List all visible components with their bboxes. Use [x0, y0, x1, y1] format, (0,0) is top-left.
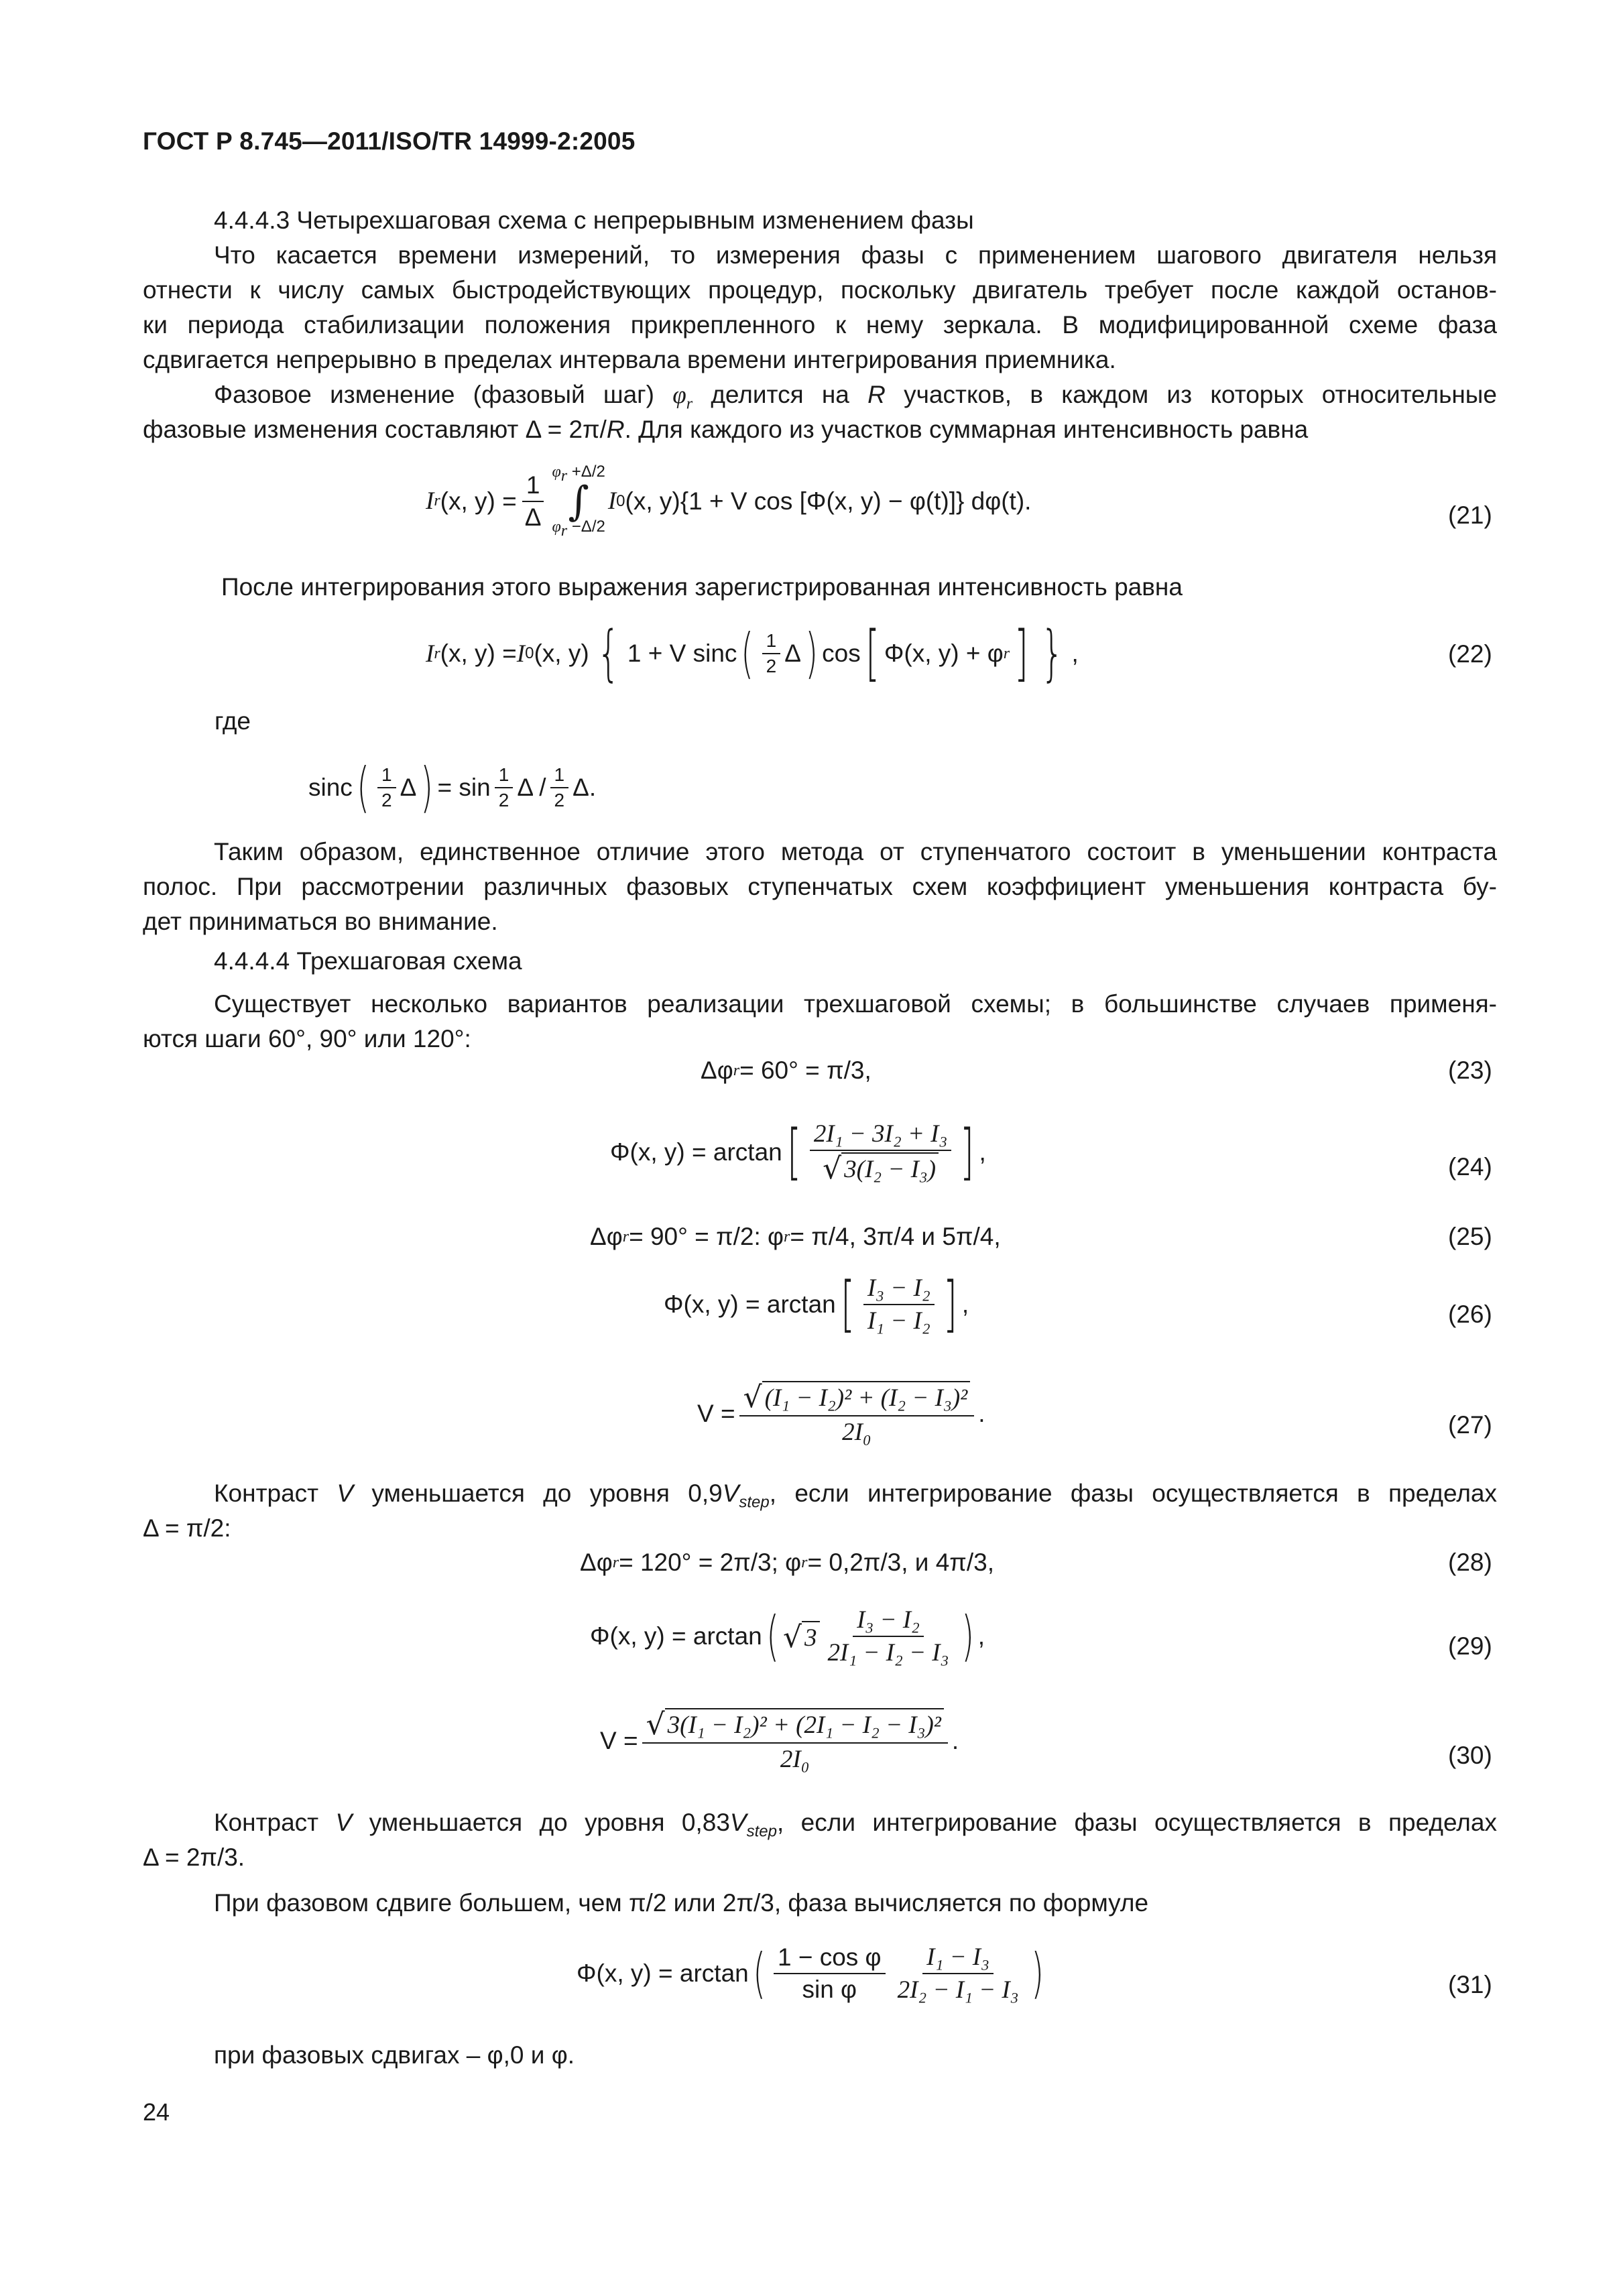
equation-number: (29) — [1448, 1632, 1492, 1660]
paragraph-last: при фазовых сдвигах – φ,0 и φ. — [214, 2041, 575, 2069]
paragraph-contrast-2-end: Δ = 2π/3. — [143, 1844, 245, 1871]
equation-26: Φ(x, y) = arctan [ $\frac{\text{I₃ − I₂}}{\text{I₁ − I₂}}$ ] , — [664, 1269, 969, 1339]
equation-number: (24) — [1448, 1153, 1492, 1181]
equation-number: (26) — [1448, 1301, 1492, 1328]
paragraph-contrast-1: Контраст V уменьшается до уровня $0,9V_{step}$, если интегрирование фазы осуществляется в пределах — [214, 1479, 1497, 1512]
equation-number: (30) — [1448, 1742, 1492, 1769]
equation-number: (22) — [1448, 640, 1492, 668]
equation-27: V = √ (I₁ − I₂)² + (I₂ − I₃)² 2I₀ . — [697, 1380, 985, 1446]
paragraph-line: ки периода стабилизации положения прикрепленного к нему зеркала. В модифицированной схеме фаза — [143, 311, 1497, 339]
equation-sinc-definition: sinc ( $\frac{1}{2}$ Δ ) = sin $\frac{1}{2}$ Δ / $\frac{1}{2}$ Δ. — [308, 756, 597, 819]
paragraph-contrast-2: Контраст V уменьшается до уровня $0,83V_{step}$, если интегрирование фазы осуществляется в пределах — [214, 1809, 1497, 1841]
equation-24: Φ(x, y) = arctan [ 2I₁ − 3I₂ + I₃ √ 3(I₂ − I₃) ] , — [610, 1117, 986, 1187]
equation-25: Δφ r = 90° = π/2: φ r = π/4, 3π/4 и 5π/4, — [590, 1223, 1001, 1250]
equation-number: (31) — [1448, 1971, 1492, 1998]
paragraph-line: полос. При рассмотрении различных фазовых ступенчатых схем коэффициент уменьшения контраста бу- — [143, 873, 1497, 900]
equation-29: Φ(x, y) = arctan ( √ 3 $\frac{\text{I₃ − I₂}}{\text{2I₁ − I₂ − I₃}}$ ) , — [590, 1605, 985, 1667]
section-heading-4444: 4.4.4.4 Трехшаговая схема — [214, 947, 522, 975]
equation-number: (21) — [1448, 501, 1492, 529]
paragraph-line: Таким образом, единственное отличие этого метода от ступенчатого состоит в уменьшении контраста — [214, 838, 1497, 865]
equation-number: (23) — [1448, 1056, 1492, 1084]
equation-30: V = √ 3(I₁ − I₂)² + (2I₁ − I₂ − I₃)² 2I₀ . — [600, 1707, 959, 1773]
paragraph-phase-shift: При фазовом сдвиге большем, чем π/2 или 2π/3, фаза вычисляется по формуле — [214, 1889, 1149, 1917]
paragraph-phase-step-2: фазовые изменения составляют Δ = 2π/R. Для каждого из участков суммарная интенсивность равна — [143, 416, 1309, 443]
document-header: ГОСТ Р 8.745—2011/ISO/TR 14999-2:2005 — [143, 127, 636, 155]
equation-21: I r (x, y) = $\frac{1}{\Delta}$ $\varphi_r +\Delta/2$ ∫ $\varphi_r -\Delta/2$ I 0 (x, y){1 + V cos [Φ(x, y) − φ(t)]} dφ(t). — [426, 463, 1032, 540]
equation-31: Φ(x, y) = arctan ( $\frac{\text{1 − cos φ}}{\text{sin φ}}$ $\frac{\text{I₁ − I₃}}{\text{2I₂ − I₁ − I₃}}$ ) — [577, 1942, 1044, 2004]
equation-23: Δφ r = 60° = π/3, — [701, 1056, 871, 1084]
paragraph-line: отнести к числу самых быстродействующих процедур, поскольку двигатель требует после каждой останов- — [143, 276, 1497, 304]
paragraph-line: Что касается времени измерений, то измерения фазы с применением шагового двигателя нельзя — [214, 241, 1497, 269]
equation-number: (28) — [1448, 1549, 1492, 1576]
paragraph-after-21: После интегрирования этого выражения зарегистрированная интенсивность равна — [221, 573, 1183, 601]
paragraph-line: дет приниматься во внимание. — [143, 908, 498, 935]
equation-number: (25) — [1448, 1223, 1492, 1250]
equation-22: I r (x, y) = I 0 (x, y) { 1 + V sinc ( $\frac{1}{2}$ Δ ) cos [ Φ(x, y) + φ r ] } , — [426, 618, 1079, 688]
paragraph-line: ются шаги 60°, 90° или 120°: — [143, 1025, 471, 1052]
paragraph-line: сдвигается непрерывно в пределах интервала времени интегрирования приемника. — [143, 346, 1116, 373]
equation-28: Δφ r = 120° = 2π/3; φ r = 0,2π/3, и 4π/3, — [580, 1549, 994, 1576]
paragraph-contrast-1-end: Δ = π/2: — [143, 1514, 231, 1542]
page-number: 24 — [143, 2098, 170, 2126]
section-heading-4443: 4.4.4.3 Четырехшаговая схема с непрерывным изменением фазы — [214, 206, 974, 234]
word-where: где — [215, 707, 251, 735]
paragraph-phase-step: Фазовое изменение (фазовый шаг) $\varphi_r$ делится на R участков, в каждом из которых относительные — [214, 381, 1497, 413]
paragraph-line: Существует несколько вариантов реализации трехшаговой схемы; в большинстве случаев применя- — [214, 990, 1497, 1018]
equation-number: (27) — [1448, 1411, 1492, 1439]
